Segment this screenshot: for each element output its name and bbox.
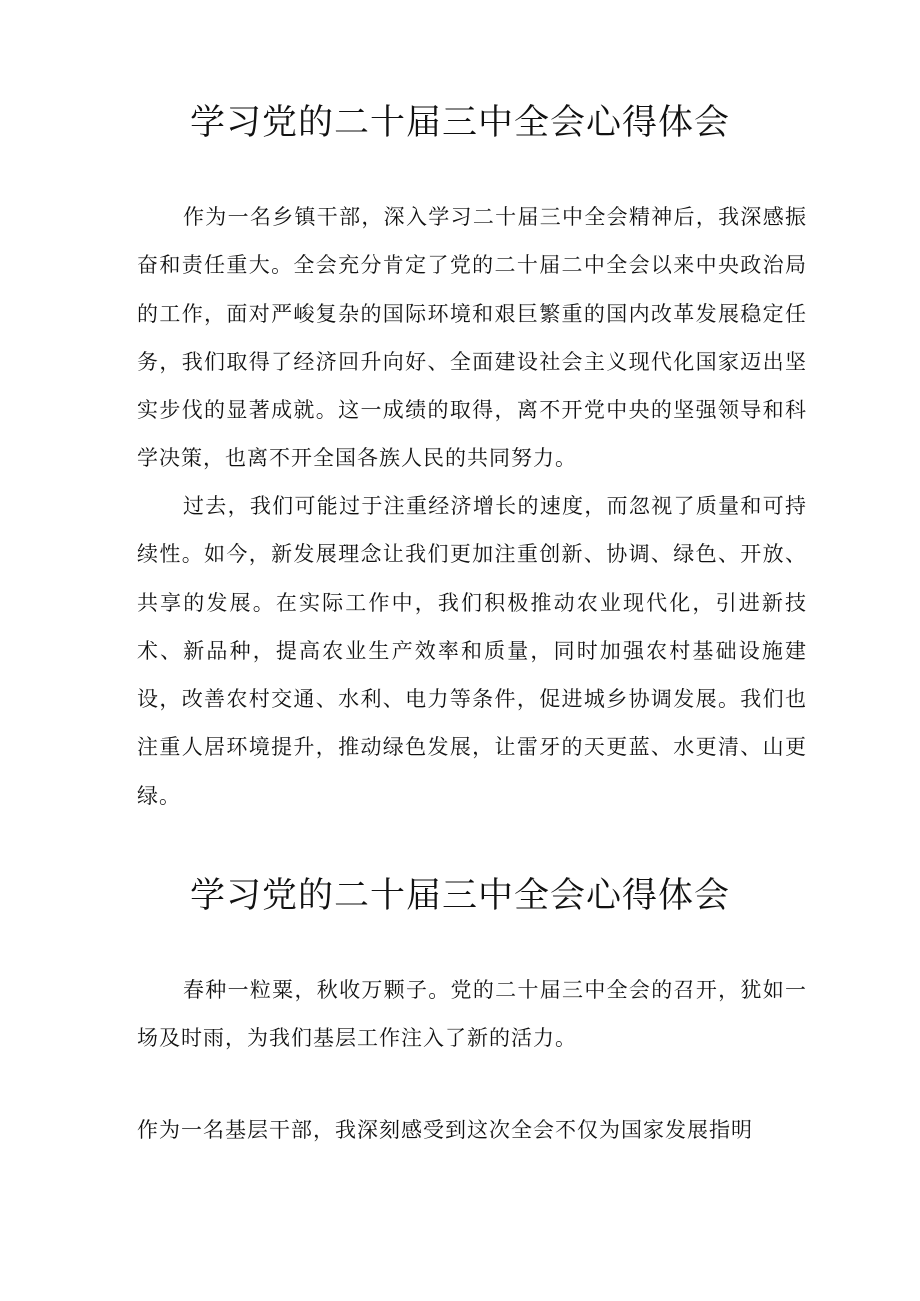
section-2-paragraph-1: 春种一粒粟，秋收万颗子。党的二十届三中全会的召开，犹如一场及时雨，为我们基层工作注入了新的活力。	[137, 978, 807, 1051]
section-1-paragraph-2: 过去，我们可能过于注重经济增长的速度，而忽视了质量和可持续性。如今，新发展理念让我们更加注重创新、协调、绿色、开放、共享的发展。在实际工作中，我们积极推动农业现代化，引进新技术、新品种，提高农业生产效率和质量，同时加强农村基础设施建设，改善农村交通、水利、电力等条件，促进城乡协调发展。我们也注重人居环境提升，推动绿色发展，让雷牙的天更蓝、水更清、山更绿。	[137, 494, 807, 808]
section-1-title: 学习党的二十届三中全会心得体会	[189, 103, 730, 143]
section-1-paragraph-1: 作为一名乡镇干部，深入学习二十届三中全会精神后，我深感振奋和责任重大。全会充分肯定了党的二十届二中全会以来中央政治局的工作，面对严峻复杂的国际环境和艰巨繁重的国内改革发展稳定任务，我们取得了经济回升向好、全面建设社会主义现代化国家迈出坚实步伐的显著成就。这一成绩的取得，离不开党中央的坚强领导和科学决策，也离不开全国各族人民的共同努力。	[137, 205, 807, 471]
section-2-paragraph-2: 作为一名基层干部，我深刻感受到这次全会不仅为国家发展指明	[137, 1118, 753, 1142]
section-2-title: 学习党的二十届三中全会心得体会	[189, 876, 730, 916]
